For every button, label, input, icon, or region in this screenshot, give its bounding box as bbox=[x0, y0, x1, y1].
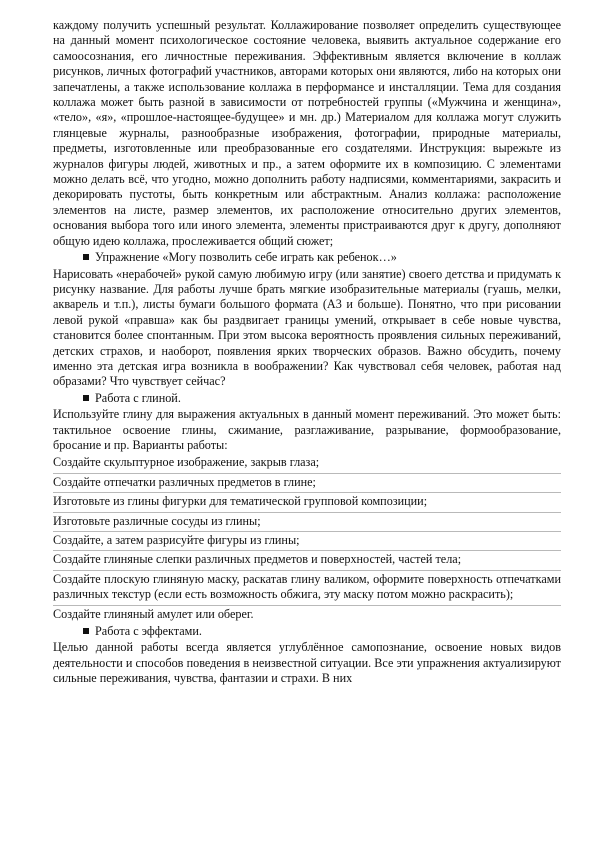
clay-options-list bbox=[53, 454, 561, 624]
collage-paragraph: каждому получить успешный результат. Коллажирование позволяет определить существующее на данный момент психологическое состояние человека, выявить актуальное содержание его самоосознания, его личностные переживания. Эффективным является включение в коллаж рисунков, личных фотографий участников, авторами которых они являются, либо на которых они запечатлены, а также использование коллажа в перформансе и инсталляции. Тема для создания коллажа может быть разной в зависимости от потребностей группы («Мужчина и женщина», «тело», «я», «прошлое-настоящее-будущее» и мн. др.) Материалом для коллажа могут служить глянцевые журналы, разнообразные изображения, фотографии, природные материалы, предметы, изготовленные или преобразованные его создателями. Инструкция: вырежьте из журналов фигуры людей, животных и пр., а затем оформите их в композицию. С элементами можно делать всё, что угодно, можно дополнить работу надписями, комментариями, закрасить и декорировать пустоты, быть конкретным или абстрактным. Анализ коллажа: расположение элементов на листе, размер элементов, их расположение относительно других элементов, основания выбора того или иного элемента, элементы пристраиваются друг к другу, дополняют общую идею коллажа, прослеживается общий сюжет; bbox=[53, 18, 561, 248]
clay-intro-paragraph: Используйте глину для выражения актуальных в данный момент переживаний. Это может быть: тактильное освоение глины, сжимание, разглаживание, разрывание, формообразование, бросание и пр. Варианты работы: bbox=[53, 407, 561, 452]
square-bullet-icon bbox=[83, 254, 89, 260]
bullet-clay-text: Работа с глиной. bbox=[95, 390, 181, 405]
clay-option: Изготовьте различные сосуды из глины; bbox=[53, 513, 561, 532]
effects-paragraph: Целью данной работы всегда является углублённое самопознание, освоение новых видов деятельности и способов поведения в неизвестной ситуации. Все эти упражнения актуализируют сильные переживания, чувства, фантазии и страхи. В них bbox=[53, 640, 561, 686]
clay-option: Создайте плоскую глиняную маску, раскатав глину валиком, оформите поверхность отпечатками различных текстур (если есть возможность обжига, эту маску потом можно раскрасить); bbox=[53, 571, 561, 606]
clay-option: Изготовьте из глины фигурки для тематической групповой композиции; bbox=[53, 493, 561, 512]
bullet-game-text: Упражнение «Могу позволить себе играть как ребенок…» bbox=[95, 250, 397, 265]
clay-option: Создайте скульптурное изображение, закрыв глаза; bbox=[53, 454, 561, 473]
clay-option: Создайте глиняные слепки различных предметов и поверхностей, частей тела; bbox=[53, 551, 561, 570]
square-bullet-icon bbox=[83, 628, 89, 634]
square-bullet-icon bbox=[83, 395, 89, 401]
clay-option: Создайте, а затем разрисуйте фигуры из глины; bbox=[53, 532, 561, 551]
document-page bbox=[53, 18, 561, 688]
bullet-clay bbox=[53, 391, 561, 406]
draw-paragraph: Нарисовать «нерабочей» рукой самую любимую игру (или занятие) своего детства и придумать к рисунку название. Для работы лучше брать мягкие изобразительные материалы (гуашь, мелки, акварель и т.п.), листы бумаги большого формата (А3 и больше). Понятно, что при рисовании левой рукой «правша» как бы раздвигает границы умений, открывает в себе новые чувства, становится более спонтанным. При этом высока вероятность проявления сильных переживаний, детских страхов, и наоборот, появления ярких творческих образов. Важно обсудить, почему именно эта детская игра возникла в воображении? Как чувствовал себя человек, работая над образами? Что чувствует сейчас? bbox=[53, 266, 561, 389]
clay-option: Создайте отпечатки различных предметов в глине; bbox=[53, 474, 561, 493]
clay-option: Создайте глиняный амулет или оберег. bbox=[53, 606, 254, 621]
bullet-game bbox=[53, 250, 561, 265]
bullet-effects bbox=[53, 624, 561, 639]
bullet-effects-text: Работа с эффектами. bbox=[95, 624, 202, 639]
